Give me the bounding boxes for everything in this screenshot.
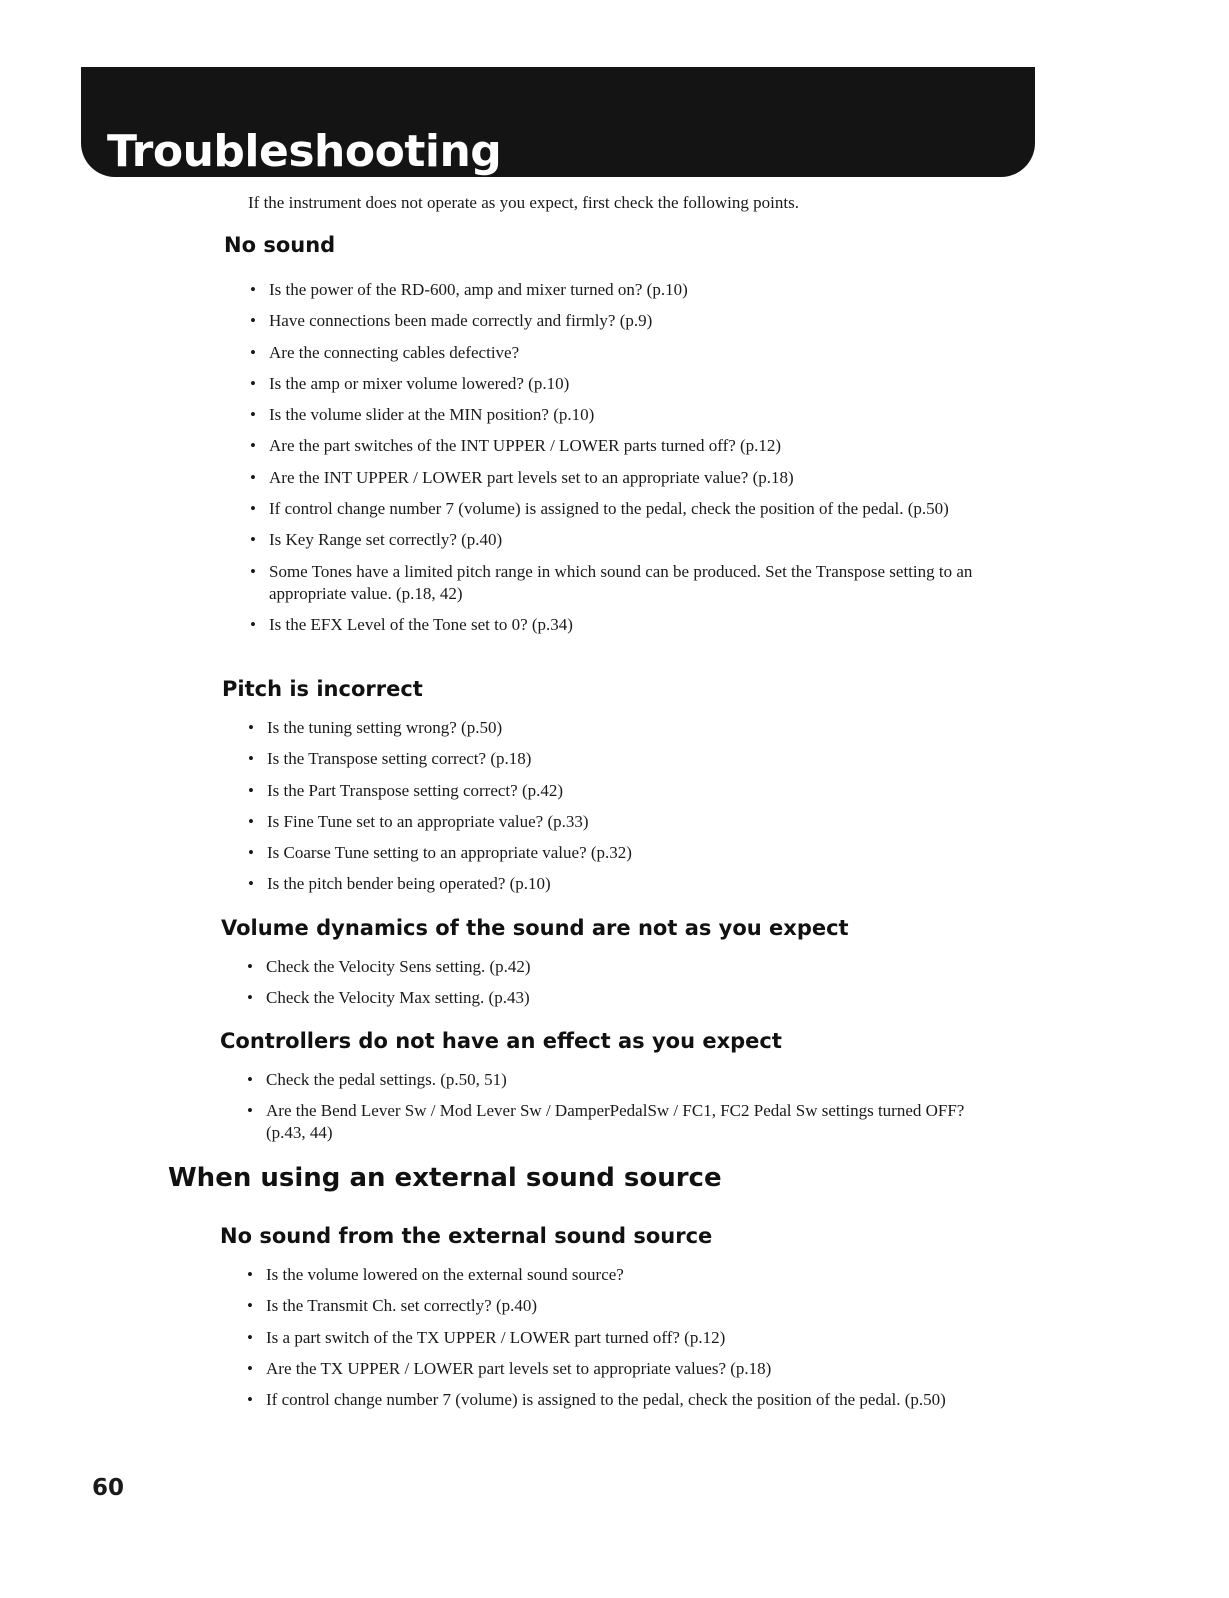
list-item: • Is the power of the RD-600, amp and mixer turned on? (p.10) <box>250 279 980 301</box>
list-item: • Is a part switch of the TX UPPER / LOWER part turned off? (p.12) <box>247 1327 977 1349</box>
page-number: 60 <box>92 1475 125 1501</box>
list-item: • Is the amp or mixer volume lowered? (p.10) <box>250 373 980 395</box>
list-item: • Is the Transmit Ch. set correctly? (p.40) <box>247 1295 977 1317</box>
list-item: • Is Fine Tune set to an appropriate value? (p.33) <box>248 811 978 833</box>
subheading-no-sound-external: No sound from the external sound source <box>220 1224 713 1248</box>
volume-dynamics-list <box>247 956 977 1019</box>
section-heading-no-sound: No sound <box>224 233 336 257</box>
intro-text: If the instrument does not operate as you expect, first check the following points. <box>248 193 799 212</box>
list-item: • Is the EFX Level of the Tone set to 0? (p.34) <box>250 614 980 636</box>
list-item: • Is the volume slider at the MIN position? (p.10) <box>250 404 980 426</box>
list-item: • Are the INT UPPER / LOWER part levels set to an appropriate value? (p.18) <box>250 467 980 489</box>
list-item: • Is the pitch bender being operated? (p.10) <box>248 873 978 895</box>
list-item: • Some Tones have a limited pitch range in which sound can be produced. Set the Transpose setting to an appropriate value. (p.18, 42) <box>250 561 980 605</box>
list-item: • Are the Bend Lever Sw / Mod Lever Sw / DamperPedalSw / FC1, FC2 Pedal Sw settings turned OFF? (p.43, 44) <box>247 1100 977 1144</box>
pitch-incorrect-list <box>248 717 978 905</box>
list-item: • Are the part switches of the INT UPPER / LOWER parts turned off? (p.12) <box>250 435 980 457</box>
list-item: • Check the Velocity Sens setting. (p.42) <box>247 956 977 978</box>
list-item: • Check the Velocity Max setting. (p.43) <box>247 987 977 1009</box>
section-heading-controllers: Controllers do not have an effect as you expect <box>220 1029 782 1053</box>
list-item: • Is the tuning setting wrong? (p.50) <box>248 717 978 739</box>
list-item: • Is Key Range set correctly? (p.40) <box>250 529 980 551</box>
section-heading-pitch-incorrect: Pitch is incorrect <box>222 677 423 701</box>
heading-external-sound-source: When using an external sound source <box>168 1163 722 1193</box>
list-item: • If control change number 7 (volume) is assigned to the pedal, check the position of the pedal. (p.50) <box>247 1389 977 1411</box>
list-item: • Check the pedal settings. (p.50, 51) <box>247 1069 977 1091</box>
title-banner <box>81 67 1035 177</box>
page-title: Troubleshooting <box>107 126 502 178</box>
list-item: • Are the TX UPPER / LOWER part levels set to appropriate values? (p.18) <box>247 1358 977 1380</box>
list-item: • Have connections been made correctly and firmly? (p.9) <box>250 310 980 332</box>
external-sound-list <box>247 1264 977 1420</box>
list-item: • If control change number 7 (volume) is assigned to the pedal, check the position of the pedal. (p.50) <box>250 498 980 520</box>
list-item: • Are the connecting cables defective? <box>250 342 980 364</box>
no-sound-list <box>250 279 980 645</box>
controllers-list <box>247 1069 977 1154</box>
list-item: • Is the volume lowered on the external sound source? <box>247 1264 977 1286</box>
section-heading-volume-dynamics: Volume dynamics of the sound are not as you expect <box>221 916 849 940</box>
list-item: • Is Coarse Tune setting to an appropriate value? (p.32) <box>248 842 978 864</box>
list-item: • Is the Part Transpose setting correct? (p.42) <box>248 780 978 802</box>
list-item: • Is the Transpose setting correct? (p.18) <box>248 748 978 770</box>
